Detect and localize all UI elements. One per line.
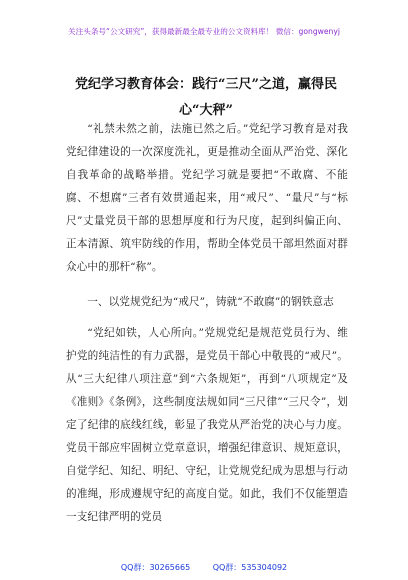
body-paragraph: “党纪如铁，人心所向。”党规党纪是规范党员行为、维护党的纯洁性的有力武器，是党员干部心中敬畏的“戒尺”。从“三大纪律八项注意”到“六条规矩”，再到“八项规定”及《准则》《条例》，这些制度法规如同“三尺律”“三尺令”，划定了纪律的底线红线，彰显了我党从严治党的决心与力度。党员干部应牢固树立党章意识，增强纪律意识、规矩意识，自觉学纪、知纪、明纪、守纪，让党规党纪成为思想与行动的准绳，形成遵规守纪的高度自觉。如此，我们不仅能塑造一支纪律严明的党员 <box>66 327 348 523</box>
section-heading: 一、以党规党纪为“戒尺”，铸就“不敢腐”的钢铁意志 <box>87 296 334 308</box>
page-title: 党纪学习教育体会：践行“三尺”之道，赢得民心“大秤” <box>75 77 337 118</box>
intro-paragraph: “礼禁未然之前，法施已然之后。”党纪学习教育是对我党纪律建设的一次深度洗礼，更是推动全面从严治党、深化自我革命的战略举措。党纪学习就是要把“不敢腐、不能腐、不想腐”三者有效贯通起来，用“戒尺”、“量尺”与“标尺”丈量党员干部的思想厚度和行为尺度，起到纠偏正向、正本清源、筑牢防线的作用，帮助全体党员干部坦然面对群众心中的那杆“称”。 <box>66 123 348 273</box>
header-banner: 关注头条号“公文研究”，获得最新最全最专业的公文资料库！ 微信：gongwenyj <box>68 27 340 36</box>
footer-qq-primary: QQ群：30265665 <box>120 563 191 572</box>
footer-qq-groups <box>0 562 408 573</box>
footer-qq-secondary: QQ群：535304092 <box>212 563 288 572</box>
document-body <box>66 118 348 529</box>
